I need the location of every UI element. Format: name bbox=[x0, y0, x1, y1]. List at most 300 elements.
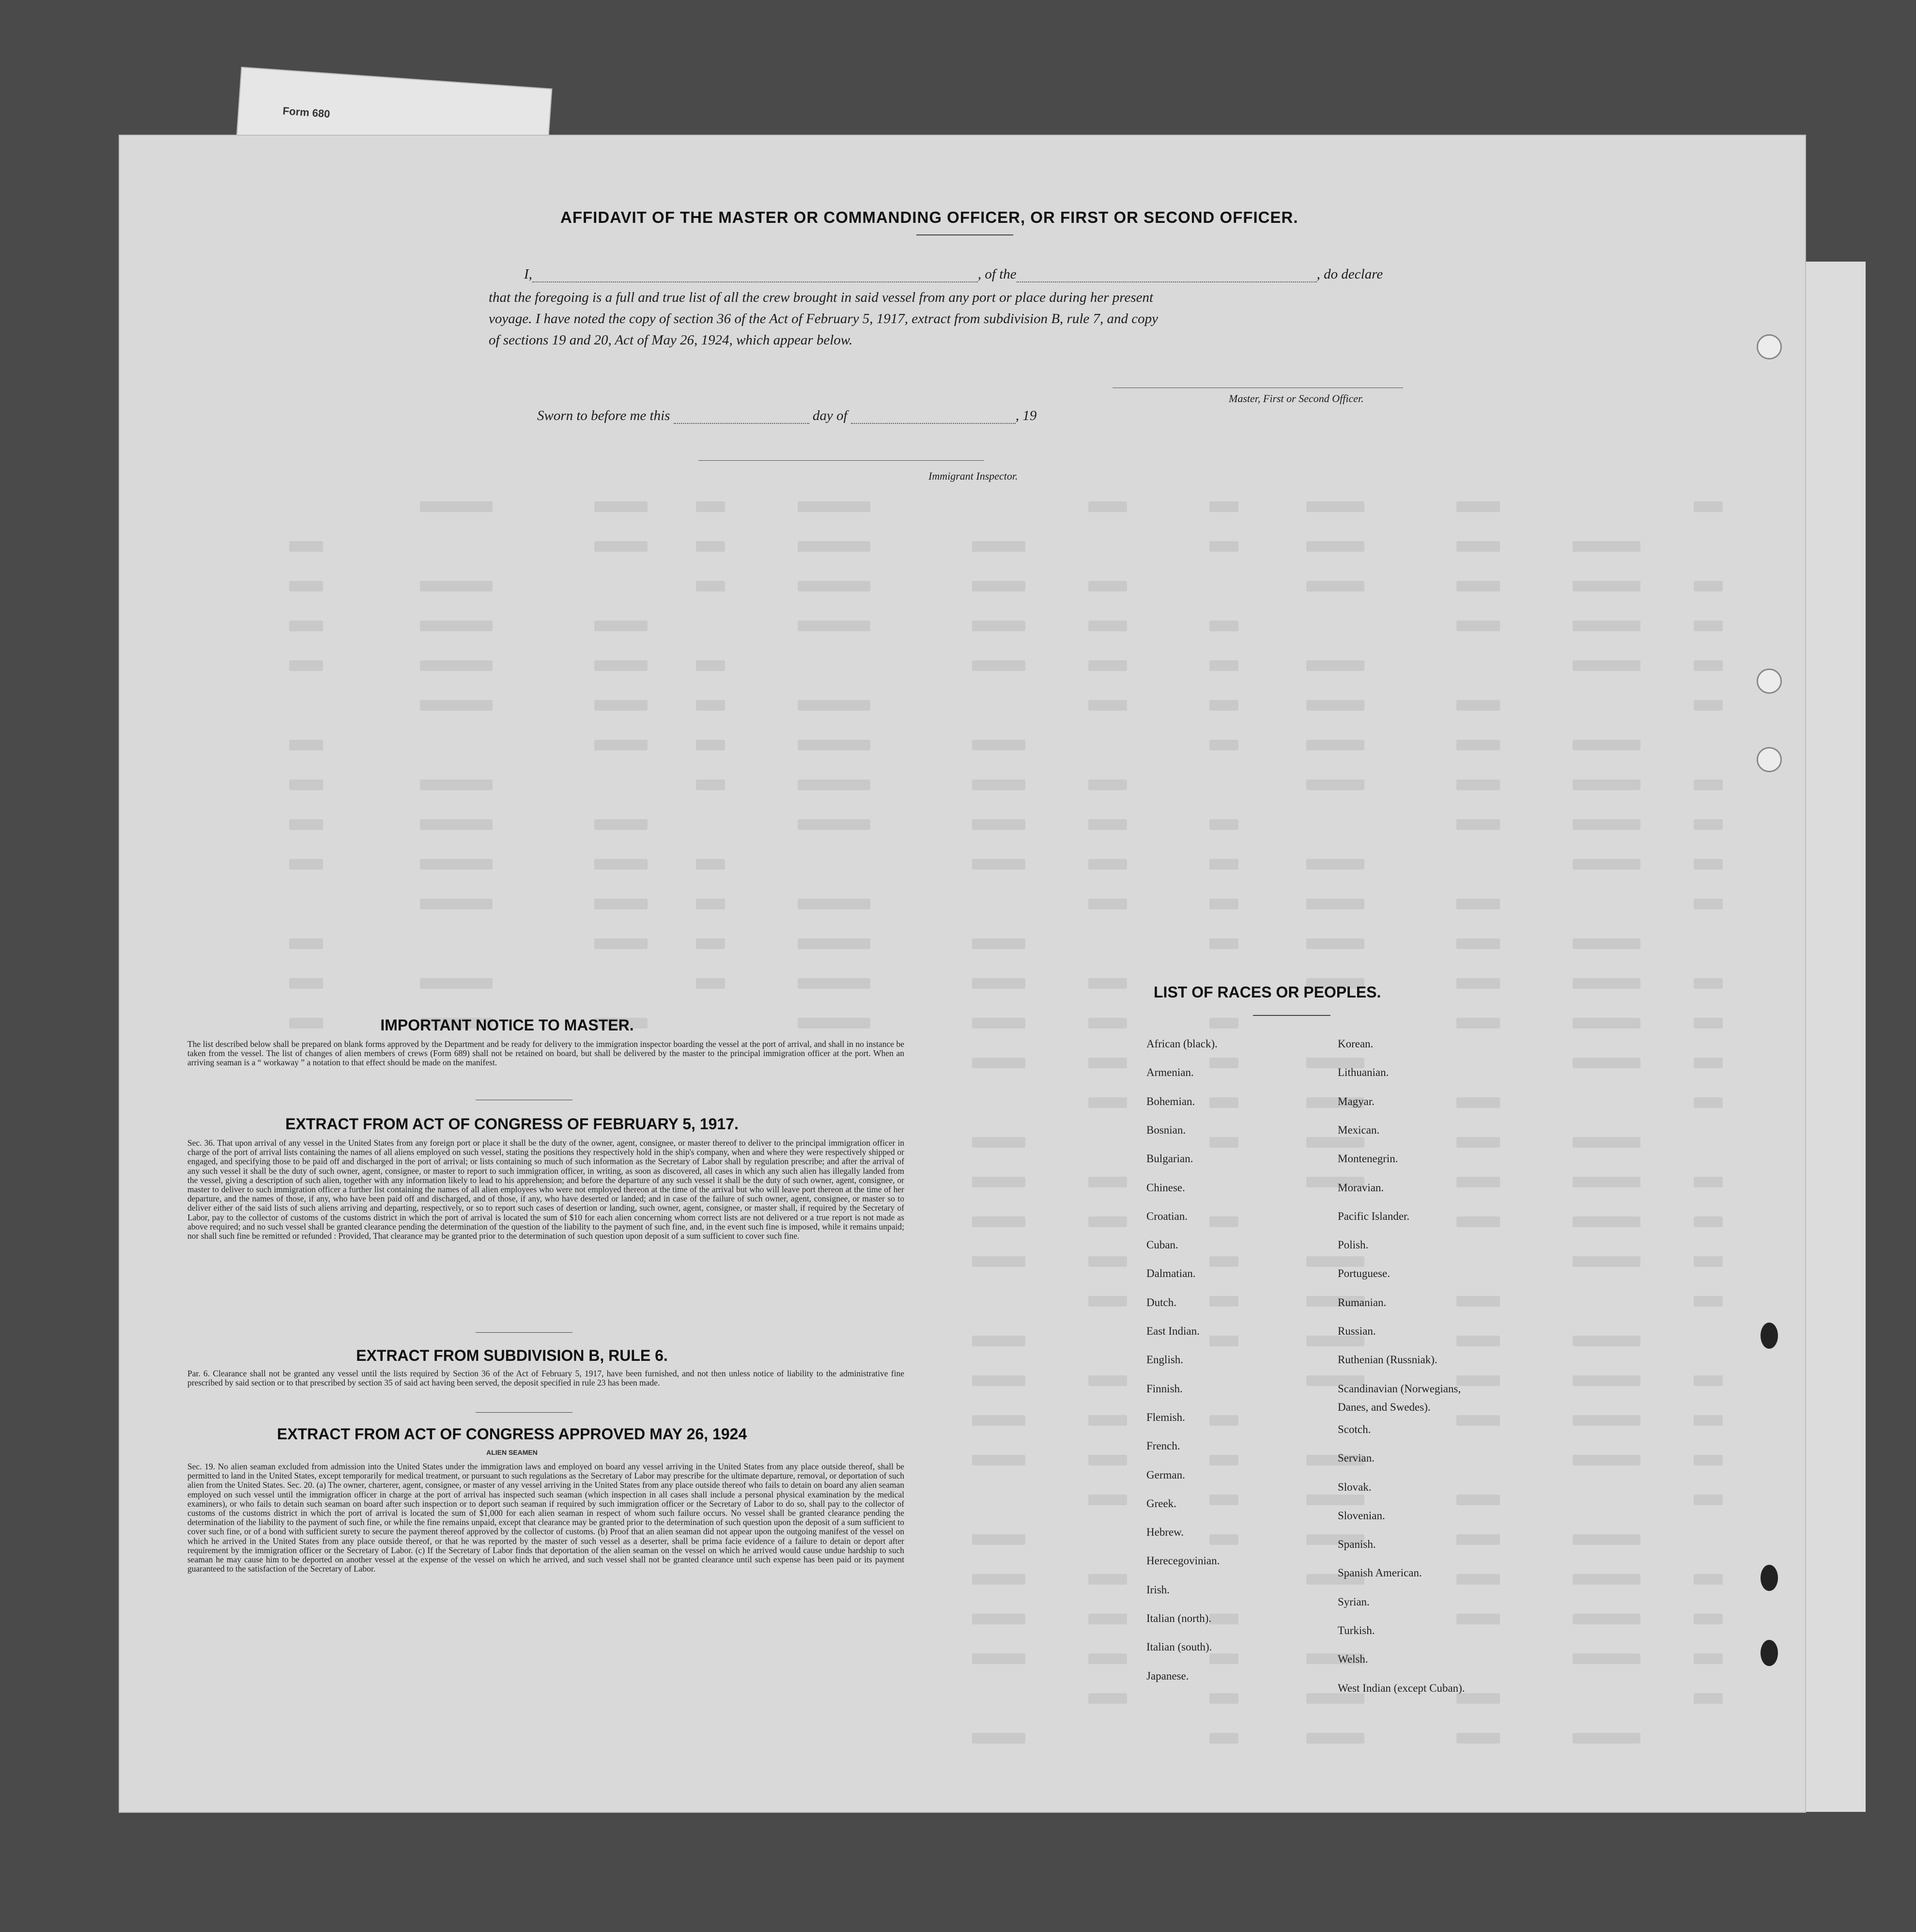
bleed-through-mark bbox=[594, 740, 648, 750]
bleed-through-mark bbox=[1088, 819, 1127, 830]
bleed-through-mark bbox=[1456, 1336, 1500, 1346]
bleed-through-row bbox=[216, 1614, 1766, 1628]
bleed-through-mark bbox=[1306, 1256, 1364, 1267]
race-item: French. bbox=[1146, 1440, 1180, 1452]
bleed-through-mark bbox=[1306, 541, 1364, 552]
bleed-through-mark bbox=[594, 700, 648, 711]
bleed-through-mark bbox=[1209, 1058, 1238, 1068]
bleed-through-mark bbox=[798, 978, 870, 989]
bleed-through-mark bbox=[1088, 1415, 1127, 1426]
bleed-through-mark bbox=[594, 660, 648, 671]
bleed-through-mark bbox=[1694, 819, 1723, 830]
bleed-through-mark bbox=[1306, 700, 1364, 711]
bleed-through-mark bbox=[1088, 1574, 1127, 1585]
bleed-through-mark bbox=[1456, 501, 1500, 512]
race-scandinavian-continued: Danes, and Swedes). bbox=[1338, 1401, 1431, 1413]
bleed-through-mark bbox=[696, 740, 725, 750]
race-item: Lithuanian. bbox=[1338, 1066, 1389, 1079]
race-item: Bosnian. bbox=[1146, 1123, 1186, 1136]
bleed-through-mark bbox=[1456, 1495, 1500, 1505]
sworn-month-blank bbox=[851, 410, 1016, 424]
bleed-through-mark bbox=[1088, 700, 1127, 711]
bleed-through-mark bbox=[1694, 1216, 1723, 1227]
bleed-through-mark bbox=[1456, 700, 1500, 711]
bleed-through-mark bbox=[972, 1177, 1025, 1187]
bleed-through-mark bbox=[1088, 1256, 1127, 1267]
bleed-through-mark bbox=[1306, 938, 1364, 949]
bleed-through-mark bbox=[1306, 899, 1364, 909]
bleed-through-mark bbox=[1209, 899, 1238, 909]
bleed-through-mark bbox=[420, 899, 493, 909]
bleed-through-mark bbox=[798, 700, 870, 711]
bleed-through-mark bbox=[1088, 1614, 1127, 1624]
bleed-through-mark bbox=[1456, 978, 1500, 989]
race-item: Greek. bbox=[1146, 1497, 1176, 1510]
bleed-through-mark bbox=[696, 899, 725, 909]
bleed-through-mark bbox=[1694, 1375, 1723, 1386]
bleed-through-mark bbox=[972, 1653, 1025, 1664]
bleed-through-mark bbox=[1573, 1455, 1640, 1465]
bleed-through-mark bbox=[1088, 1097, 1127, 1108]
bleed-through-mark bbox=[1694, 1097, 1723, 1108]
race-item: Armenian. bbox=[1146, 1066, 1194, 1079]
bleed-through-mark bbox=[1456, 938, 1500, 949]
race-item: Scotch. bbox=[1338, 1423, 1371, 1435]
bleed-through-mark bbox=[1456, 1733, 1500, 1744]
bleed-through-mark bbox=[1088, 1216, 1127, 1227]
bleed-through-mark bbox=[972, 1534, 1025, 1545]
vessel-blank bbox=[1017, 269, 1317, 282]
bleed-through-mark bbox=[1694, 501, 1723, 512]
bleed-through-mark bbox=[1306, 581, 1364, 592]
bleed-through-mark bbox=[1694, 621, 1723, 631]
bleed-through-mark bbox=[1209, 1614, 1238, 1624]
bleed-through-mark bbox=[1456, 1574, 1500, 1585]
bleed-through-mark bbox=[1694, 1574, 1723, 1585]
bleed-through-mark bbox=[1306, 660, 1364, 671]
punch-hole-4 bbox=[1761, 1323, 1778, 1349]
bleed-through-row bbox=[216, 1256, 1766, 1271]
bleed-through-mark bbox=[972, 1137, 1025, 1148]
bleed-through-mark bbox=[1456, 1296, 1500, 1307]
race-item: Japanese. bbox=[1146, 1669, 1189, 1682]
bleed-through-mark bbox=[1088, 1177, 1127, 1187]
race-item: African (black). bbox=[1146, 1038, 1218, 1050]
bleed-through-mark bbox=[1456, 581, 1500, 592]
bleed-through-mark bbox=[972, 1415, 1025, 1426]
extract-1924-text: Sec. 19. No alien seaman excluded from admission into the United States under the immigration laws and employed on board any vessel arriving in the United States from any place outside thereof, shall be permitted to land in the United States, except temporarily for medical treatment, or pursuant to such regulations as the Secretary of Labor may prescribe for the ultimate departure, removal, or deportation of such alien from the United States. Sec. 20. (a) The owner, charterer, agent, consignee, or master of any vessel arriving in the United States from any place outside thereof who fails to detain on board any alien seaman employed on such vessel until the immigration officer in charge at the port of arrival has inspected such seaman (which inspection in all cases shall include a personal physical examination by the medical examiners), or who fails to detain such seaman on board after such inspection or to deport such seaman if required by such immigration officer or the Secretary of Labor to do so, shall pay to the collector of customs of the customs district in which the port of arrival is located the sum of $1,000 for each alien seaman in respect of whom such failure occurs. No vessel shall be granted clearance pending the determination of the liability to the payment of such fine, or while the fine remains unpaid, except that clearance may be granted prior to the determination of such question upon the deposit of a sum sufficient to cover such fine, or of a bond with sufficient surety to secure the payment thereof approved by the collector of customs. (b) Proof that an alien seaman did not appear upon the outgoing manifest of the vessel on which he arrived in the United States from any place outside thereof, or that he was reported by the master of such vessel as a deserter, shall be prima facie evidence of a failure to detain or deport after requirement by the immigration officer or the Secretary of Labor. (c) If the Secretary of Labor finds that deportation of the alien seaman on the vessel on which he arrived would cause undue hardship to such seaman he may cause him to be deported on another vessel at the expense of the vessel on which he arrived, and such vessel shall not be granted clearance until such expense has been paid or its payment guaranteed to the satisfaction of the Secretary of Labor. bbox=[187, 1462, 904, 1574]
bleed-through-mark bbox=[972, 859, 1025, 870]
bleed-through-mark bbox=[1573, 621, 1640, 631]
bleed-through-mark bbox=[1456, 1693, 1500, 1704]
bleed-through-mark bbox=[1088, 1296, 1127, 1307]
bleed-through-mark bbox=[696, 581, 725, 592]
sworn-day-of: day of bbox=[812, 408, 848, 423]
bleed-through-mark bbox=[1694, 1018, 1723, 1028]
bleed-through-mark bbox=[1088, 660, 1127, 671]
inspector-caption: Immigrant Inspector. bbox=[928, 470, 1018, 482]
rule6-title: EXTRACT FROM SUBDIVISION B, RULE 6. bbox=[356, 1347, 668, 1364]
race-item: Spanish. bbox=[1338, 1538, 1376, 1551]
bleed-through-mark bbox=[1209, 1653, 1238, 1664]
bleed-through-mark bbox=[1209, 1216, 1238, 1227]
bleed-through-mark bbox=[972, 621, 1025, 631]
bleed-through-mark bbox=[696, 501, 725, 512]
bleed-through-mark bbox=[1573, 1733, 1640, 1744]
bleed-through-row bbox=[216, 819, 1766, 834]
bleed-through-mark bbox=[972, 938, 1025, 949]
bleed-through-mark bbox=[1573, 740, 1640, 750]
race-item: Russian. bbox=[1338, 1325, 1376, 1337]
bleed-through-mark bbox=[1209, 740, 1238, 750]
bleed-through-mark bbox=[972, 1375, 1025, 1386]
bleed-through-mark bbox=[1306, 1693, 1364, 1704]
bleed-through-mark bbox=[1456, 1177, 1500, 1187]
bleed-through-mark bbox=[1694, 1653, 1723, 1664]
bleed-through-mark bbox=[420, 779, 493, 790]
bleed-through-mark bbox=[1694, 660, 1723, 671]
bleed-through-mark bbox=[420, 700, 493, 711]
bleed-through-mark bbox=[1209, 1256, 1238, 1267]
bleed-through-mark bbox=[696, 938, 725, 949]
bleed-through-mark bbox=[1088, 899, 1127, 909]
bleed-through-mark bbox=[1694, 859, 1723, 870]
punch-hole-3 bbox=[1757, 747, 1782, 772]
bleed-through-mark bbox=[798, 819, 870, 830]
race-item: East Indian. bbox=[1146, 1325, 1200, 1337]
bleed-through-mark bbox=[1209, 938, 1238, 949]
bleed-through-mark bbox=[1088, 1495, 1127, 1505]
bleed-through-mark bbox=[1088, 501, 1127, 512]
bleed-through-mark bbox=[1573, 1058, 1640, 1068]
bleed-through-row bbox=[216, 740, 1766, 754]
bleed-through-mark bbox=[289, 581, 323, 592]
bleed-through-mark bbox=[1694, 1177, 1723, 1187]
bleed-through-mark bbox=[1573, 660, 1640, 671]
bleed-through-mark bbox=[1456, 1415, 1500, 1426]
race-item: Welsh. bbox=[1338, 1653, 1368, 1666]
race-item: Dutch. bbox=[1146, 1296, 1176, 1309]
bleed-through-mark bbox=[1209, 1455, 1238, 1465]
race-item: Montenegrin. bbox=[1338, 1153, 1398, 1165]
bleed-through-row bbox=[216, 660, 1766, 675]
bleed-through-mark bbox=[1456, 779, 1500, 790]
bleed-through-mark bbox=[1694, 1296, 1723, 1307]
bleed-through-mark bbox=[289, 660, 323, 671]
bleed-through-mark bbox=[1209, 1733, 1238, 1744]
bleed-through-mark bbox=[798, 541, 870, 552]
bleed-through-mark bbox=[1694, 1455, 1723, 1465]
bleed-through-mark bbox=[696, 779, 725, 790]
declaration-do-declare: , do declare bbox=[1316, 266, 1383, 282]
bleed-through-mark bbox=[1456, 621, 1500, 631]
bleed-through-mark bbox=[1694, 899, 1723, 909]
bleed-through-row bbox=[216, 581, 1766, 595]
bleed-through-mark bbox=[798, 621, 870, 631]
bleed-through-mark bbox=[1456, 1137, 1500, 1148]
bleed-through-mark bbox=[1306, 740, 1364, 750]
bleed-through-mark bbox=[289, 938, 323, 949]
race-item: English. bbox=[1146, 1354, 1184, 1366]
bleed-through-mark bbox=[1573, 1614, 1640, 1624]
race-item: Moravian. bbox=[1338, 1181, 1384, 1194]
race-item: Syrian. bbox=[1338, 1595, 1370, 1608]
race-item: German. bbox=[1146, 1468, 1185, 1481]
declaration-of-the: , of the bbox=[977, 266, 1017, 282]
extract-1924-subtitle: ALIEN SEAMEN bbox=[486, 1449, 538, 1456]
bleed-through-mark bbox=[1573, 1574, 1640, 1585]
races-title: LIST OF RACES OR PEOPLES. bbox=[1154, 983, 1381, 1001]
declaration-line-1 bbox=[524, 266, 1383, 282]
races-title-rule bbox=[1253, 1015, 1330, 1016]
bleed-through-mark bbox=[1088, 1058, 1127, 1068]
bleed-through-mark bbox=[1209, 660, 1238, 671]
bleed-through-row bbox=[216, 899, 1766, 913]
name-blank bbox=[532, 269, 978, 282]
race-item: Hebrew. bbox=[1146, 1526, 1184, 1539]
bleed-through-mark bbox=[1209, 1693, 1238, 1704]
bleed-through-mark bbox=[1573, 1415, 1640, 1426]
bleed-through-mark bbox=[289, 740, 323, 750]
signature-caption: Master, First or Second Officer. bbox=[1229, 392, 1364, 405]
bleed-through-mark bbox=[972, 1018, 1025, 1028]
bleed-through-mark bbox=[1573, 1216, 1640, 1227]
race-item: Cuban. bbox=[1146, 1239, 1178, 1251]
race-item: Finnish. bbox=[1146, 1382, 1183, 1395]
bleed-through-mark bbox=[1306, 1495, 1364, 1505]
bleed-through-mark bbox=[1209, 1336, 1238, 1346]
bleed-through-mark bbox=[972, 1574, 1025, 1585]
bleed-through-mark bbox=[972, 740, 1025, 750]
bleed-through-mark bbox=[972, 1256, 1025, 1267]
bleed-through-row bbox=[216, 1097, 1766, 1112]
affidavit-title-rule bbox=[916, 234, 1013, 235]
bleed-through-row bbox=[216, 938, 1766, 953]
sworn-line bbox=[537, 408, 1036, 424]
sworn-year: , 19 bbox=[1015, 408, 1037, 423]
bleed-through-mark bbox=[972, 978, 1025, 989]
bleed-through-mark bbox=[972, 581, 1025, 592]
bleed-through-mark bbox=[1694, 1495, 1723, 1505]
bleed-through-mark bbox=[1456, 1534, 1500, 1545]
bleed-through-mark bbox=[1209, 1415, 1238, 1426]
bleed-through-mark bbox=[1209, 1137, 1238, 1148]
bleed-through-mark bbox=[972, 1058, 1025, 1068]
bleed-through-mark bbox=[696, 978, 725, 989]
inspector-line bbox=[698, 460, 984, 461]
bleed-through-mark bbox=[696, 660, 725, 671]
bleed-through-mark bbox=[289, 819, 323, 830]
affidavit-title: AFFIDAVIT OF THE MASTER OR COMMANDING OFFICER, OR FIRST OR SECOND OFFICER. bbox=[560, 208, 1298, 226]
form-number: Form 680 bbox=[282, 105, 331, 120]
race-item: Scandinavian (Norwegians, bbox=[1338, 1382, 1461, 1395]
bleed-through-mark bbox=[1306, 1137, 1364, 1148]
bleed-through-mark bbox=[1573, 1653, 1640, 1664]
bleed-through-mark bbox=[1088, 1455, 1127, 1465]
bleed-through-mark bbox=[1209, 819, 1238, 830]
declaration-line-2: that the foregoing is a full and true list of all the crew brought in said vessel from any port or place during her present bbox=[489, 290, 1154, 305]
bleed-through-mark bbox=[1088, 779, 1127, 790]
race-item: Slovak. bbox=[1338, 1480, 1372, 1493]
bleed-through-mark bbox=[972, 1614, 1025, 1624]
bleed-through-mark bbox=[1456, 1018, 1500, 1028]
bleed-through-mark bbox=[1088, 1018, 1127, 1028]
bleed-through-row bbox=[216, 978, 1766, 993]
bleed-through-mark bbox=[594, 899, 648, 909]
race-item: Turkish. bbox=[1338, 1624, 1375, 1636]
bleed-through-mark bbox=[1573, 1534, 1640, 1545]
bleed-through-mark bbox=[972, 1733, 1025, 1744]
bleed-through-mark bbox=[1456, 541, 1500, 552]
bleed-through-mark bbox=[1694, 779, 1723, 790]
bleed-through-row bbox=[216, 1574, 1766, 1589]
bleed-through-mark bbox=[1694, 1256, 1723, 1267]
race-item: Dalmatian. bbox=[1146, 1267, 1196, 1280]
document-page bbox=[119, 135, 1806, 1813]
bleed-through-mark bbox=[1694, 1614, 1723, 1624]
bleed-through-mark bbox=[798, 581, 870, 592]
bleed-through-mark bbox=[420, 501, 493, 512]
bleed-through-mark bbox=[420, 859, 493, 870]
bleed-through-mark bbox=[972, 1455, 1025, 1465]
extract-1917-text: Sec. 36. That upon arrival of any vessel in the United States from any foreign port or place it shall be the duty of the owner, agent, consignee, or master thereof to deliver to the principal immigration officer in charge of the port of arrival lists containing the names of all aliens employed on such vessel, stating the positions they respectively hold in the ship's company, when and where they were respectively shipped or engaged, and specifying those to be paid off and discharged in the port of arrival; or lists containing so much of such information as the Secretary of Labor shall by regulation prescribe; and after the arrival of any such vessel it shall be the duty of such owner, agent, consignee, or master to report to such immigration officer, in writing, as soon as discovered, all cases in which any such alien has illegally landed from the vessel, giving a description of such alien, together with any information likely to lead to his apprehension; and before the departure of any such vessel it shall be the duty of such owner, agent, consignee, or master to deliver to such immigration officer a further list containing the names of all alien employees who were not employed thereon at the time of the arrival but who will leave port thereon at the time of her departure, and the names of those, if any, who have been paid off and discharged, and of those, if any, who have deserted or landed; and in case of the failure of such owner, agent, consignee, or master so to deliver either of the said lists of such aliens arriving and departing, respectively, or so to report such cases of desertion or landing, such owner, agent, consignee, or master shall, if required by the Secretary of Labor, pay to the collector of customs of the customs district in which the port of arrival is located the sum of $10 for each alien concerning whom correct lists are not delivered or a true report is not made as above required; and no such vessel shall be granted clearance pending the determination of the question of the liability to the payment of such fine, and, in the event such fine is imposed, while it remains unpaid; nor shall such fine be remitted or refunded : Provided, That clearance may be granted prior to the determination of such question upon deposit of a sum sufficient to cover such fine. bbox=[187, 1138, 904, 1241]
bleed-through-mark bbox=[1573, 1177, 1640, 1187]
bleed-through-mark bbox=[1088, 859, 1127, 870]
race-item: Korean. bbox=[1338, 1038, 1374, 1050]
bleed-through-mark bbox=[972, 660, 1025, 671]
bleed-through-mark bbox=[420, 978, 493, 989]
bleed-through-mark bbox=[1306, 501, 1364, 512]
race-item: Polish. bbox=[1338, 1239, 1369, 1251]
sworn-text: Sworn to before me this bbox=[537, 408, 670, 423]
bleed-through-mark bbox=[1209, 700, 1238, 711]
race-item: West Indian (except Cuban). bbox=[1338, 1682, 1465, 1694]
declaration-line-4: of sections 19 and 20, Act of May 26, 1924, which appear below. bbox=[489, 332, 853, 348]
race-item: Ruthenian (Russniak). bbox=[1338, 1354, 1437, 1366]
bleed-through-mark bbox=[1573, 978, 1640, 989]
race-item: Portuguese. bbox=[1338, 1267, 1390, 1280]
punch-hole-1 bbox=[1757, 334, 1782, 359]
bleed-through-mark bbox=[594, 819, 648, 830]
bleed-through-mark bbox=[1088, 621, 1127, 631]
bleed-through-mark bbox=[798, 740, 870, 750]
bleed-through-row bbox=[216, 621, 1766, 635]
bleed-through-mark bbox=[1456, 1375, 1500, 1386]
bleed-through-mark bbox=[1209, 1534, 1238, 1545]
bleed-through-row bbox=[216, 700, 1766, 715]
bleed-through-mark bbox=[420, 660, 493, 671]
bleed-through-mark bbox=[1456, 899, 1500, 909]
extract-1917-title: EXTRACT FROM ACT OF CONGRESS OF FEBRUARY 5, 1917. bbox=[285, 1115, 739, 1133]
race-item: Irish. bbox=[1146, 1583, 1170, 1596]
race-item: Slovenian. bbox=[1338, 1509, 1385, 1522]
bleed-through-mark bbox=[696, 859, 725, 870]
bleed-through-mark bbox=[1209, 1018, 1238, 1028]
race-item: Bohemian. bbox=[1146, 1095, 1195, 1107]
bleed-through-mark bbox=[594, 541, 648, 552]
bleed-through-mark bbox=[972, 1216, 1025, 1227]
bleed-through-mark bbox=[289, 621, 323, 631]
bleed-through-mark bbox=[1456, 740, 1500, 750]
bleed-through-mark bbox=[1694, 700, 1723, 711]
bleed-through-row bbox=[216, 779, 1766, 794]
bleed-through-mark bbox=[972, 819, 1025, 830]
bleed-through-mark bbox=[1573, 1018, 1640, 1028]
bleed-through-mark bbox=[594, 621, 648, 631]
bleed-through-mark bbox=[1088, 581, 1127, 592]
bleed-through-mark bbox=[1694, 1693, 1723, 1704]
notice-text: The list described below shall be prepared on blank forms approved by the Department and be ready for delivery to the immigration inspector boarding the vessel at the port of arrival, and shall in no instance be taken from the vessel. The list of changes of alien members of crews (Form 689) shall not be retained on board, but shall be delivered by the master to the principal immigration officer at the port. When an arriving seaman is a “ workaway ” a notation to that effect should be made on the manifest. bbox=[187, 1039, 904, 1068]
sworn-day-blank bbox=[674, 410, 809, 424]
bleed-through-mark bbox=[696, 700, 725, 711]
bleed-through-mark bbox=[1456, 1216, 1500, 1227]
race-item: Pacific Islander. bbox=[1338, 1210, 1410, 1222]
bleed-through-mark bbox=[1209, 541, 1238, 552]
bleed-through-mark bbox=[420, 621, 493, 631]
bleed-through-row bbox=[216, 1653, 1766, 1668]
bleed-through-mark bbox=[1209, 621, 1238, 631]
bleed-through-mark bbox=[696, 541, 725, 552]
bleed-through-mark bbox=[972, 541, 1025, 552]
bleed-through-mark bbox=[1573, 581, 1640, 592]
bleed-through-mark bbox=[1573, 938, 1640, 949]
bleed-through-mark bbox=[1573, 779, 1640, 790]
bleed-through-mark bbox=[798, 899, 870, 909]
bleed-through-mark bbox=[972, 1336, 1025, 1346]
bleed-through-mark bbox=[420, 819, 493, 830]
bleed-through-mark bbox=[289, 779, 323, 790]
bleed-through-mark bbox=[798, 779, 870, 790]
punch-hole-5 bbox=[1761, 1565, 1778, 1591]
bleed-through-mark bbox=[594, 501, 648, 512]
bleed-through-mark bbox=[1694, 978, 1723, 989]
bleed-through-row bbox=[216, 1693, 1766, 1708]
bleed-through-mark bbox=[1209, 859, 1238, 870]
race-item: Rumanian. bbox=[1338, 1296, 1387, 1309]
bleed-through-mark bbox=[1209, 1495, 1238, 1505]
declaration-i: I, bbox=[524, 266, 532, 282]
race-item: Servian. bbox=[1338, 1452, 1375, 1465]
bleed-through-mark bbox=[1088, 1653, 1127, 1664]
bleed-through-row bbox=[216, 501, 1766, 516]
bleed-through-mark bbox=[1573, 1336, 1640, 1346]
bleed-through-mark bbox=[1573, 541, 1640, 552]
bleed-through-mark bbox=[1573, 819, 1640, 830]
bleed-through-mark bbox=[1573, 1137, 1640, 1148]
race-item: Italian (south). bbox=[1146, 1641, 1212, 1653]
bleed-through-mark bbox=[1306, 779, 1364, 790]
rule6-rule bbox=[476, 1412, 572, 1413]
bleed-through-mark bbox=[1209, 501, 1238, 512]
race-item: Chinese. bbox=[1146, 1181, 1185, 1194]
notice-title: IMPORTANT NOTICE TO MASTER. bbox=[380, 1016, 634, 1034]
punch-hole-2 bbox=[1757, 669, 1782, 694]
bleed-through-mark bbox=[594, 859, 648, 870]
rule6-text: Par. 6. Clearance shall not be granted any vessel until the lists required by Section 36 of the Act of February 5, 1917, have been furnished, and not then unless notice of liability to the administrative fine prescribed by said section or to that prescribed by section 35 of said act having been served, the deposit specified in rule 23 has been made. bbox=[187, 1369, 904, 1388]
bleed-through-mark bbox=[1209, 1296, 1238, 1307]
bleed-through-mark bbox=[594, 938, 648, 949]
bleed-through-mark bbox=[1573, 859, 1640, 870]
bleed-through-mark bbox=[1694, 1058, 1723, 1068]
bleed-through-mark bbox=[1209, 1097, 1238, 1108]
bleed-through-mark bbox=[420, 581, 493, 592]
race-item: Spanish American. bbox=[1338, 1567, 1422, 1579]
bleed-through-mark bbox=[1694, 581, 1723, 592]
declaration-line-3: voyage. I have noted the copy of section 36 of the Act of February 5, 1917, extract from subdivision B, rule 7, and copy bbox=[489, 311, 1159, 327]
race-item: Croatian. bbox=[1146, 1210, 1188, 1222]
bleed-through-mark bbox=[1088, 1375, 1127, 1386]
punch-hole-6 bbox=[1761, 1640, 1778, 1666]
